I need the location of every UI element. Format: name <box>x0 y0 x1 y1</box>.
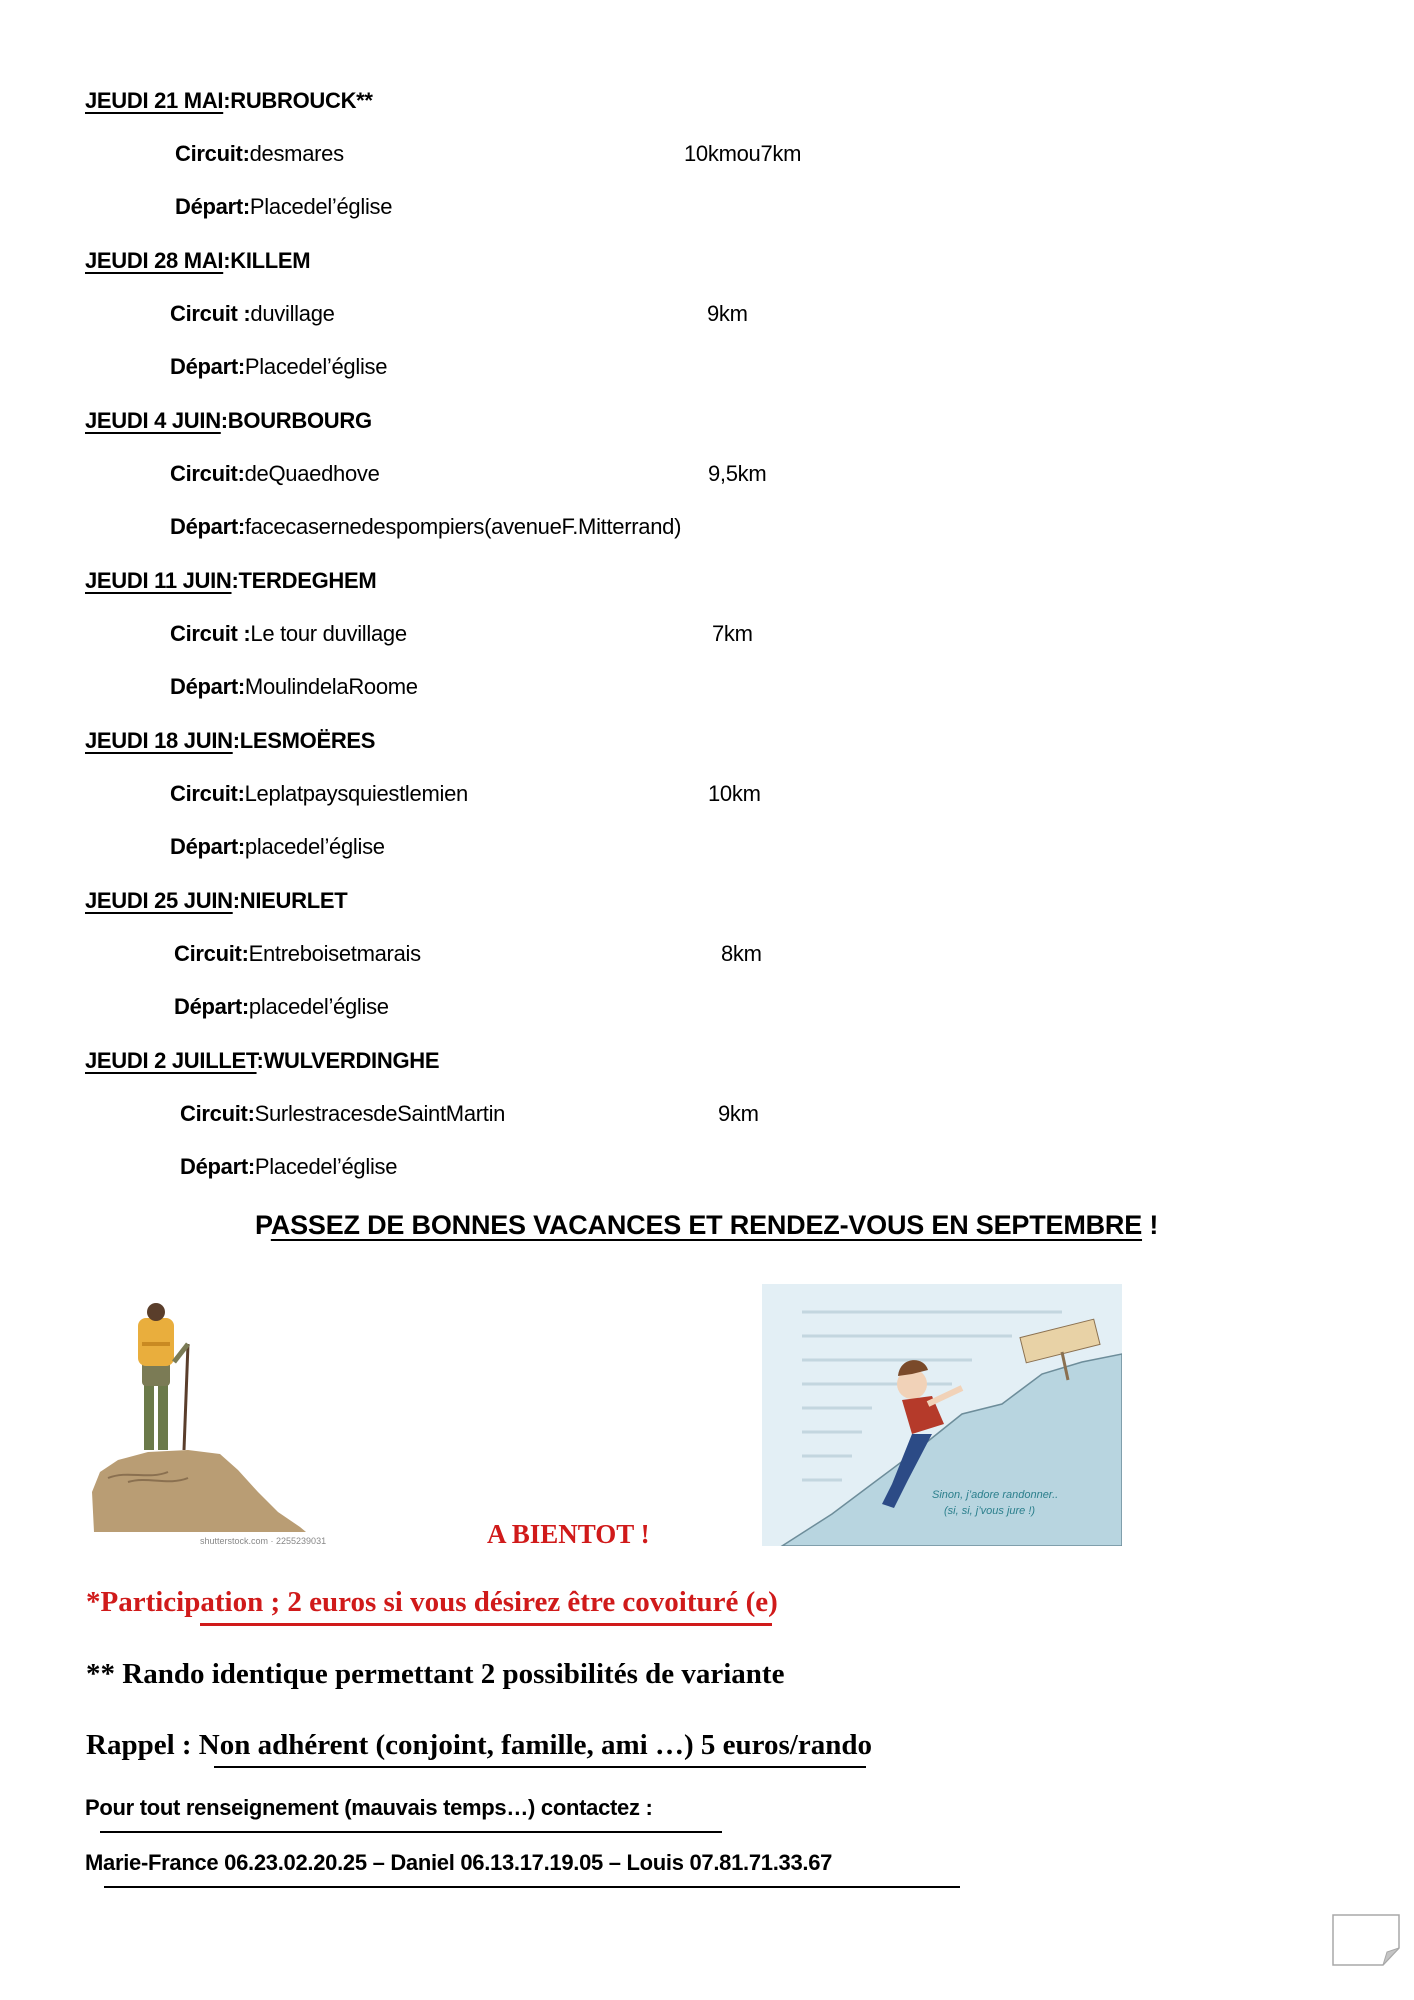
depart-line <box>170 836 385 858</box>
circuit-label: Circuit : <box>170 301 251 326</box>
distance: 9km <box>718 1101 759 1126</box>
circuit-label: Circuit: <box>174 941 249 966</box>
circuit-name: Leplatpaysquiestlemien <box>244 781 468 806</box>
circuit-name: Le tour duvillage <box>250 621 407 646</box>
depart-label: Départ: <box>170 674 245 699</box>
distance: 7km <box>712 621 753 646</box>
circuit-name: duvillage <box>250 301 335 326</box>
depart-line <box>170 356 387 378</box>
closing-first-letter: P <box>255 1210 271 1240</box>
depart-line <box>174 996 389 1018</box>
climber-on-mountain-icon <box>762 1284 1122 1546</box>
depart-place: Placedel’église <box>249 194 393 219</box>
hiker-on-summit-icon <box>88 1282 352 1552</box>
circuit-line <box>174 943 421 965</box>
climber-illustration <box>762 1284 1122 1546</box>
page-note-icon[interactable] <box>1332 1914 1400 1971</box>
depart-place: placedel’église <box>248 994 389 1019</box>
distance: 9km <box>707 301 748 326</box>
circuit-label: Circuit: <box>170 781 245 806</box>
schedule-place: :WULVERDINGHE <box>256 1048 440 1073</box>
image-caption-line-2: (si, si, j’vous jure !) <box>944 1505 1036 1517</box>
schedule-place: :TERDEGHEM <box>231 568 377 593</box>
circuit-line <box>170 623 407 645</box>
depart-line <box>175 196 392 218</box>
distance: 10kmou7km <box>684 141 802 166</box>
contact-phones-rule <box>104 1886 960 1888</box>
schedule-date: JEUDI 11 JUIN <box>85 568 232 593</box>
a-bientot: A BIENTOT ! <box>487 1519 650 1549</box>
participation-underline <box>200 1623 772 1626</box>
closing-headline <box>255 1212 1158 1239</box>
participation-underlined: pation ; 2 euros si vous désirez être covoit <box>184 1586 697 1618</box>
schedule-heading <box>85 570 376 592</box>
schedule-date: JEUDI 18 JUIN <box>85 728 233 753</box>
closing-text: ASSEZ DE BONNES VACANCES ET RENDEZ-VOUS EN SEPTEMBRE <box>270 1210 1143 1240</box>
rappel-underline <box>214 1766 866 1768</box>
schedule-place: :RUBROUCK** <box>223 88 373 113</box>
contact-intro: Pour tout renseignement (mauvais temps…) contactez : <box>85 1795 653 1820</box>
depart-line <box>180 1156 397 1178</box>
depart-label: Départ: <box>175 194 250 219</box>
distance: 9,5km <box>708 461 767 486</box>
circuit-label: Circuit: <box>175 141 250 166</box>
hiker-illustration <box>88 1282 352 1552</box>
contact-phones: Marie-France 06.23.02.20.25 – Daniel 06.13.17.19.05 – Louis 07.81.71.33.67 <box>85 1850 833 1875</box>
schedule-date: JEUDI 2 JUILLET <box>85 1048 257 1073</box>
schedule-heading <box>85 890 347 912</box>
circuit-name: desmares <box>249 141 344 166</box>
rappel-note <box>86 1731 872 1760</box>
schedule-heading <box>85 410 372 432</box>
schedule-place: :KILLEM <box>223 248 311 273</box>
distance: 10km <box>708 781 761 806</box>
circuit-name: deQuaedhove <box>244 461 380 486</box>
schedule-heading <box>85 730 375 752</box>
depart-line <box>170 516 681 538</box>
rappel-underlined: Non adhérent (conjoint, famille, ami …) 5 euro <box>198 1729 779 1761</box>
depart-label: Départ: <box>180 1154 255 1179</box>
depart-place: facecasernedespompiers(avenueF.Mitterrand) <box>244 514 682 539</box>
depart-place: MoulindelaRoome <box>244 674 418 699</box>
schedule-place: :NIEURLET <box>232 888 348 913</box>
rappel-label: Rappel : <box>86 1729 199 1761</box>
circuit-line <box>175 143 344 165</box>
depart-label: Départ: <box>170 834 245 859</box>
depart-place: placedel’église <box>244 834 385 859</box>
contact-intro-rule <box>100 1831 722 1833</box>
participation-note <box>86 1588 778 1617</box>
rappel-suffix: s/rando <box>778 1729 872 1761</box>
circuit-label: Circuit: <box>170 461 245 486</box>
circuit-name: SurlestracesdeSaintMartin <box>254 1101 506 1126</box>
depart-label: Départ: <box>174 994 249 1019</box>
circuit-label: Circuit : <box>170 621 251 646</box>
image-caption-line-1: Sinon, j’adore randonner.. <box>932 1489 1059 1501</box>
schedule-date: JEUDI 25 JUIN <box>85 888 233 913</box>
schedule-date: JEUDI 21 MAI <box>85 88 224 113</box>
circuit-line <box>170 783 468 805</box>
distance: 8km <box>721 941 762 966</box>
circuit-name: Entreboisetmarais <box>248 941 421 966</box>
depart-place: Placedel’église <box>244 354 388 379</box>
schedule-heading <box>85 1050 439 1072</box>
circuit-line <box>180 1103 505 1125</box>
circuit-line <box>170 463 380 485</box>
depart-line <box>170 676 418 698</box>
circuit-line <box>170 303 335 325</box>
rando-note: ** Rando identique permettant 2 possibilités de variante <box>86 1658 785 1690</box>
participation-prefix: *Partici <box>86 1586 185 1618</box>
participation-suffix: uré (e) <box>696 1586 778 1618</box>
schedule-heading <box>85 90 373 112</box>
schedule-heading <box>85 250 310 272</box>
schedule-date: JEUDI 28 MAI <box>85 248 224 273</box>
depart-label: Départ: <box>170 354 245 379</box>
schedule-place: :LESMOËRES <box>232 728 376 753</box>
schedule-place: :BOURBOURG <box>220 408 372 433</box>
closing-end: ! <box>1142 1210 1159 1240</box>
circuit-label: Circuit: <box>180 1101 255 1126</box>
depart-label: Départ: <box>170 514 245 539</box>
depart-place: Placedel’église <box>254 1154 398 1179</box>
image-credit: shutterstock.com · 2255239031 <box>200 1536 327 1546</box>
schedule-date: JEUDI 4 JUIN <box>85 408 221 433</box>
